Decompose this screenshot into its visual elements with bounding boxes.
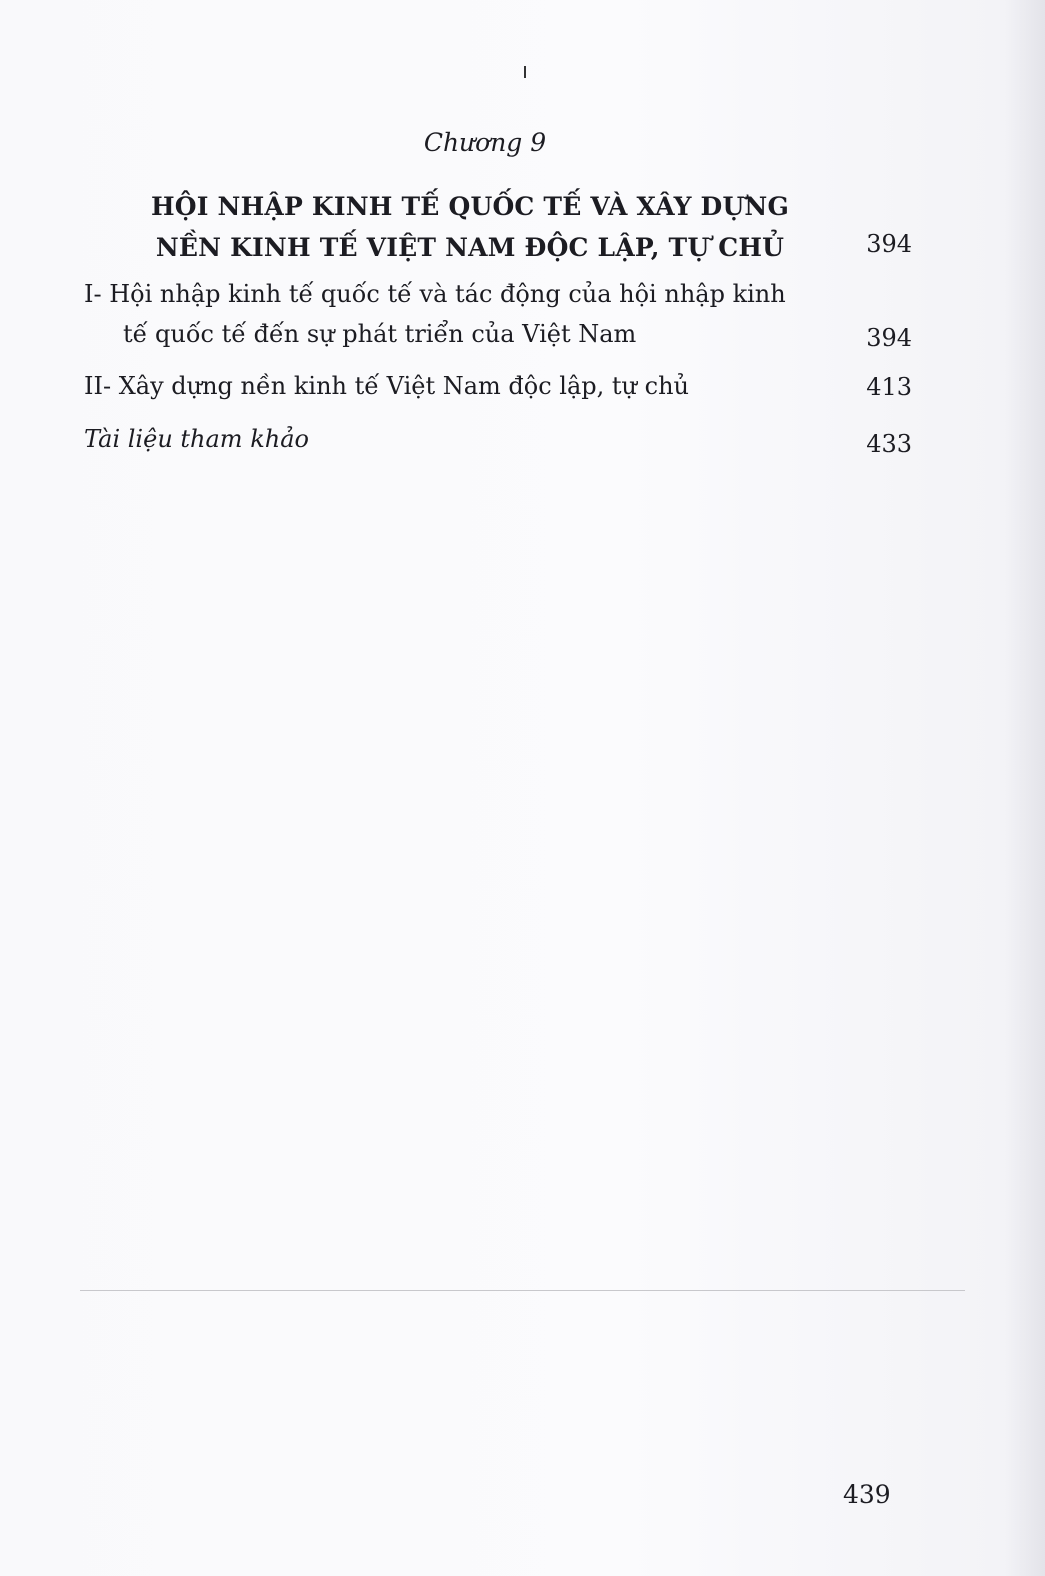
toc-entry-references [84,419,309,459]
toc-entry-references-line-1: Tài liệu tham khảo [84,425,309,453]
toc-entry-section-1-page: 394 [866,324,912,352]
chapter-page-number: 394 [866,230,912,258]
toc-entry-section-2-line-1: II- Xây dựng nền kinh tế Việt Nam độc lập, tự chủ [84,372,689,400]
toc-entry-section-1 [84,274,786,354]
toc-entry-section-2 [84,366,689,406]
chapter-title [80,186,860,268]
colophon-divider [80,1290,965,1291]
chapter-title-line-1: HỘI NHẬP KINH TẾ QUỐC TẾ VÀ XÂY DỰNG [150,192,790,221]
chapter-title-line-2: NỀN KINH TẾ VIỆT NAM ĐỘC LẬP, TỰ CHỦ [155,233,785,262]
toc-entry-references-page: 433 [866,430,912,458]
toc-entry-section-1-line-2: tế quốc tế đến sự phát triển của Việt Nam [123,320,637,348]
toc-entry-section-2-page: 413 [866,373,912,401]
tick-mark [524,66,526,78]
page-edge-shadow [1005,0,1045,1576]
toc-entry-section-1-line-1: I- Hội nhập kinh tế quốc tế và tác động của hội nhập kinh [84,280,786,308]
folio-page-number: 439 [843,1480,891,1509]
chapter-label: Chương 9 [423,128,547,157]
